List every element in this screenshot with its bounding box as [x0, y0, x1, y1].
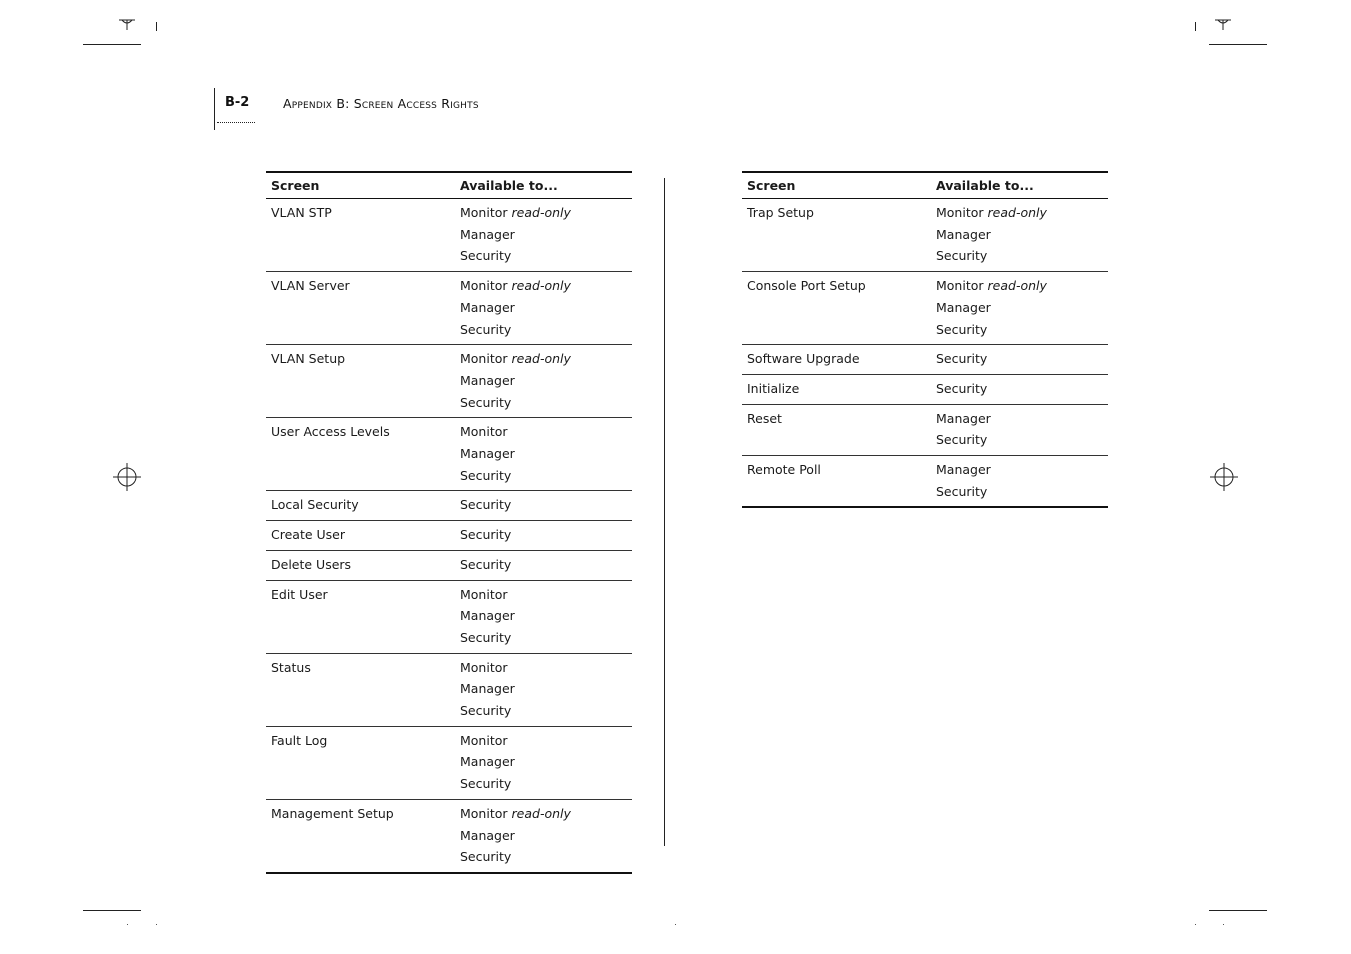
read-only-note: read-only: [511, 278, 571, 294]
access-level-line: [460, 657, 627, 679]
available-to-cell: [455, 580, 632, 653]
crop-dot: [1195, 924, 1196, 925]
access-level: Manager: [460, 446, 515, 462]
screen-name-cell: Edit User: [266, 580, 455, 653]
access-level: Manager: [936, 226, 991, 242]
access-level-line: [460, 773, 627, 795]
access-level-line: [936, 378, 1103, 400]
access-level: Manager: [460, 372, 515, 388]
access-level: Monitor: [460, 732, 508, 748]
access-level-line: [460, 297, 627, 319]
running-head: Appendix B: Screen Access Rights: [283, 96, 479, 111]
access-level-line: [460, 751, 627, 773]
crop-mark-bottom-right: [1209, 910, 1267, 911]
screen-name-cell: Remote Poll: [742, 456, 931, 508]
access-level-line: [936, 275, 1103, 297]
table-row: [742, 345, 1108, 375]
access-level: Security: [460, 321, 512, 337]
access-level-line: [460, 421, 627, 443]
table-header-row: [742, 172, 1108, 199]
table-row: [266, 199, 632, 272]
table-row: [742, 199, 1108, 272]
registration-target-left-icon: [113, 463, 141, 491]
access-level: Security: [460, 527, 512, 543]
access-level-line: [936, 348, 1103, 370]
access-level-line: [460, 370, 627, 392]
screen-name-cell: Reset: [742, 404, 931, 455]
screen-name-cell: VLAN STP: [271, 205, 332, 220]
access-level: Security: [936, 380, 988, 396]
access-level-line: [936, 319, 1103, 341]
available-to-cell: [455, 550, 632, 580]
access-level-line: [460, 392, 627, 414]
screen-name-cell: Management Setup: [266, 799, 455, 873]
read-only-note: read-only: [511, 805, 571, 821]
access-level: Security: [460, 849, 512, 865]
access-level-line: [936, 202, 1103, 224]
column-header-available: Available to...: [931, 172, 1108, 199]
access-level: Monitor: [460, 205, 508, 220]
screen-name-cell: Software Upgrade: [742, 345, 931, 375]
access-level: Manager: [936, 462, 991, 478]
screen-name-cell: Fault Log: [266, 726, 455, 799]
table-row: [266, 580, 632, 653]
access-level: Manager: [460, 754, 515, 770]
available-to-cell: [931, 404, 1108, 455]
access-level-line: [936, 408, 1103, 430]
access-level-line: [460, 465, 627, 487]
screen-name-cell: Delete Users: [266, 550, 455, 580]
crop-dot: [675, 924, 676, 925]
crop-dot: [1223, 924, 1224, 925]
access-level: Monitor: [460, 659, 508, 675]
access-level-line: [460, 275, 627, 297]
page-number: B-2: [225, 95, 250, 110]
available-to-cell: [455, 521, 632, 551]
access-level: Manager: [460, 827, 515, 843]
table-row: [266, 653, 632, 726]
access-level-line: [936, 224, 1103, 246]
access-level-line: [460, 730, 627, 752]
table-row: [742, 374, 1108, 404]
access-level: Security: [460, 497, 512, 513]
table-header-row: [266, 172, 632, 199]
access-level-line: [460, 443, 627, 465]
table-row: [266, 799, 632, 873]
column-header-screen: Screen: [266, 172, 455, 199]
access-level-line: [936, 245, 1103, 267]
access-level-line: [460, 348, 627, 370]
access-level: Security: [460, 776, 512, 792]
column-header-available: Available to...: [455, 172, 632, 199]
access-level-line: [460, 494, 627, 516]
access-level: Manager: [936, 410, 991, 426]
access-level: Security: [936, 351, 988, 367]
read-only-note: read-only: [987, 205, 1047, 220]
screen-name-cell: VLAN Setup: [266, 345, 455, 418]
access-level-line: [460, 678, 627, 700]
access-level-line: [460, 825, 627, 847]
registration-mark-top-left-icon: [118, 16, 136, 30]
table-row: [266, 491, 632, 521]
available-to-cell: [455, 653, 632, 726]
screen-name-cell: Create User: [266, 521, 455, 551]
access-level-line: [460, 627, 627, 649]
access-level-line: [936, 429, 1103, 451]
access-level: Manager: [936, 299, 991, 315]
access-level-line: [460, 846, 627, 868]
table-row: [266, 418, 632, 491]
available-to-cell: [455, 799, 632, 873]
access-level: Monitor: [460, 586, 508, 602]
table-row: [266, 726, 632, 799]
access-level-line: [460, 584, 627, 606]
crop-dot: [156, 924, 157, 925]
access-level-line: [460, 224, 627, 246]
available-to-cell: [931, 345, 1108, 375]
screen-name-cell: Local Security: [266, 491, 455, 521]
registration-target-right-icon: [1210, 463, 1238, 491]
access-level: Security: [460, 467, 512, 483]
available-to-cell: [455, 418, 632, 491]
access-rights-table-right: [742, 171, 1108, 508]
available-to-cell: [455, 199, 632, 272]
column-header-screen: Screen: [742, 172, 931, 199]
access-level: Security: [936, 321, 988, 337]
screen-name-cell: User Access Levels: [266, 418, 455, 491]
access-level: Security: [460, 556, 512, 572]
available-to-cell: [455, 726, 632, 799]
table-row: [742, 456, 1108, 508]
crop-tick-top-right: [1195, 22, 1196, 31]
access-level: Security: [460, 248, 512, 264]
screen-name-cell: Console Port Setup: [742, 272, 931, 345]
access-level: Monitor: [460, 351, 508, 367]
read-only-note: read-only: [511, 351, 571, 367]
access-level-line: [936, 297, 1103, 319]
access-level-line: [460, 524, 627, 546]
table-row: [266, 345, 632, 418]
read-only-note: read-only: [511, 205, 571, 220]
screen-name-cell: Trap Setup: [747, 205, 814, 220]
access-level: Monitor: [460, 805, 508, 821]
access-level: Security: [460, 629, 512, 645]
access-level-line: [460, 245, 627, 267]
access-level: Manager: [460, 608, 515, 624]
access-level-line: [460, 803, 627, 825]
dotted-rule: [217, 118, 255, 123]
table-row: [266, 550, 632, 580]
access-level: Manager: [460, 681, 515, 697]
access-level: Monitor: [460, 424, 508, 440]
access-level: Monitor: [460, 278, 508, 294]
available-to-cell: [455, 491, 632, 521]
available-to-cell: [455, 272, 632, 345]
screen-name-cell: Status: [266, 653, 455, 726]
access-level-line: [460, 319, 627, 341]
registration-mark-top-right-icon: [1214, 16, 1232, 30]
access-level: Manager: [460, 226, 515, 242]
available-to-cell: [931, 272, 1108, 345]
available-to-cell: [931, 456, 1108, 508]
access-level: Monitor: [936, 205, 984, 220]
crop-dot: [127, 924, 128, 925]
available-to-cell: [931, 374, 1108, 404]
access-level-line: [936, 481, 1103, 503]
crop-mark-top-left: [83, 44, 141, 45]
available-to-cell: [455, 345, 632, 418]
crop-mark-top-right: [1209, 44, 1267, 45]
table-row: [266, 272, 632, 345]
screen-name-cell: Initialize: [742, 374, 931, 404]
access-level-line: [460, 700, 627, 722]
table-row: [742, 404, 1108, 455]
column-divider: [664, 178, 665, 846]
available-to-cell: [931, 199, 1108, 272]
access-level: Security: [936, 248, 988, 264]
access-level-line: [460, 202, 627, 224]
crop-tick-top-left: [156, 22, 157, 31]
crop-mark-bottom-left: [83, 910, 141, 911]
access-level: Security: [460, 703, 512, 719]
page-number-tab: [214, 88, 255, 130]
screen-name-cell: VLAN Server: [266, 272, 455, 345]
table-row: [266, 521, 632, 551]
read-only-note: read-only: [987, 278, 1047, 294]
access-level: Monitor: [936, 278, 984, 294]
access-level: Security: [460, 394, 512, 410]
table-row: [742, 272, 1108, 345]
access-level: Manager: [460, 299, 515, 315]
access-rights-table-left: [266, 171, 632, 874]
access-level-line: [460, 605, 627, 627]
access-level: Security: [936, 432, 988, 448]
access-level-line: [936, 459, 1103, 481]
access-level: Security: [936, 483, 988, 499]
access-level-line: [460, 554, 627, 576]
